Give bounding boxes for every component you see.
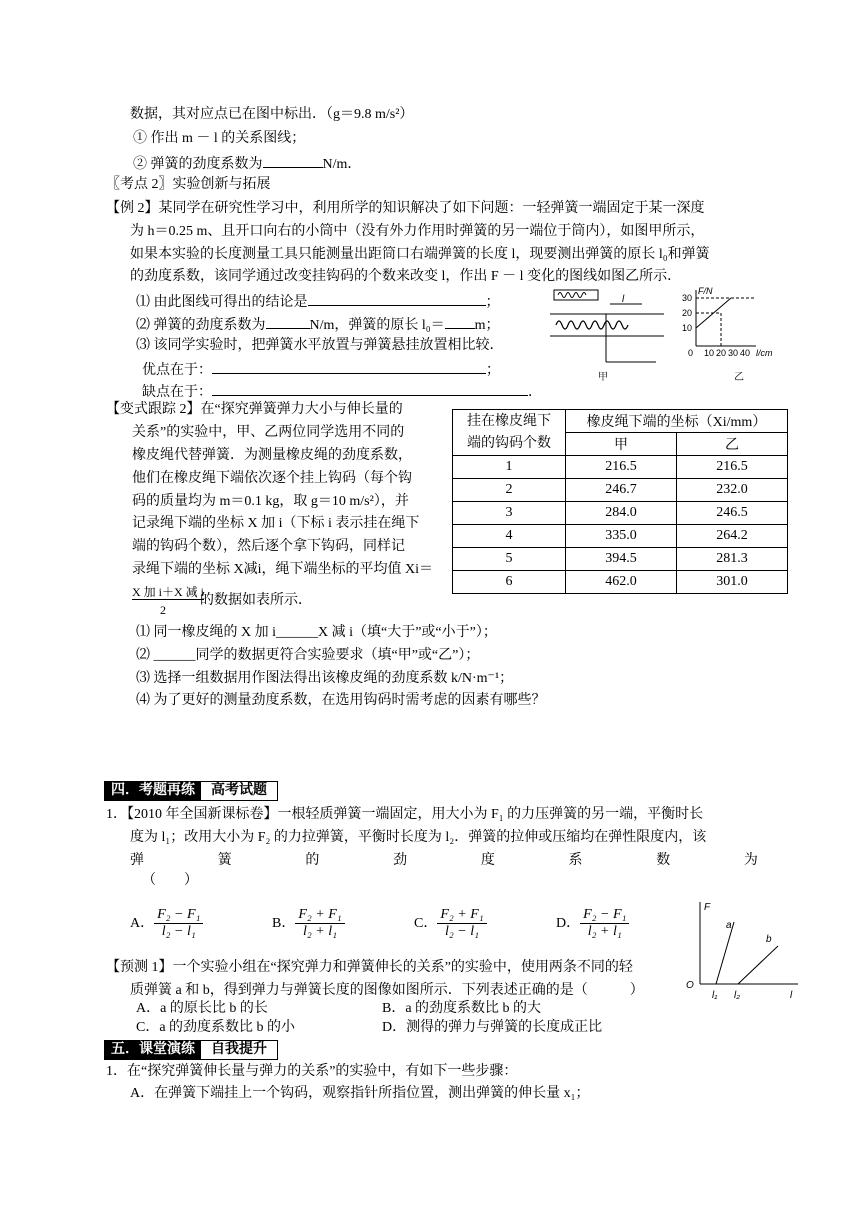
answer-blank[interactable] xyxy=(212,381,528,396)
tick-label: 30 xyxy=(728,348,739,358)
answer-blank[interactable] xyxy=(445,314,475,329)
series-label: b xyxy=(766,934,772,945)
text-line: 【例 2】某同学在研究性学习中，利用所学的知识解决了如下问题：一轻弹簧一端固定于某一深度 xyxy=(106,201,705,216)
section-subtitle: 自我提升 xyxy=(211,1042,267,1057)
table-cell: 5 xyxy=(453,548,566,571)
table-row xyxy=(453,502,788,525)
text-line: 如果本实验的长度测量工具只能测量出距筒口右端弹簧的长度 l，现要测出弹簧的原长 l₀和弹簧 xyxy=(130,247,710,262)
line-a xyxy=(716,922,734,984)
text-line: 的数据如表所示． xyxy=(200,593,312,608)
force-length-graph xyxy=(680,896,804,1004)
text-line: 为 h＝0.25 m、且开口向右的小筒中（没有外力作用时弹簧的另一端位于筒内），如图甲所示， xyxy=(130,224,705,239)
axis-label-l: l xyxy=(790,990,793,1001)
question-line: ⑴ 同一橡皮绳的 X 加 i______X 减 i（填“大于”或“小于”）； xyxy=(136,625,497,640)
tick-label: 20 xyxy=(682,308,693,318)
char: 劲 xyxy=(393,853,408,868)
table-row xyxy=(453,525,788,548)
text-line-justified xyxy=(130,852,758,870)
axis-label-f: F xyxy=(704,902,711,913)
figure-label-yi: 乙 xyxy=(734,372,744,383)
char: 的 xyxy=(305,853,320,868)
table-cell: 3 xyxy=(453,502,566,525)
question-line: ⑴ 由此图线可得出的结论是 ； xyxy=(136,291,500,312)
option-d[interactable]: D．测得的弹力与弹簧的长度成正比 xyxy=(382,1020,603,1035)
tick-label: 40 xyxy=(740,348,751,358)
text-line: 的劲度系数，该同学通过改变挂钩码的个数来改变 l，作出 F － l 变化的图线如图乙所示． xyxy=(130,269,682,284)
tick-label: 0 xyxy=(688,348,694,358)
tick-label: l₂ xyxy=(734,990,741,1001)
answer-paren: （ ） xyxy=(142,873,198,888)
text-line: ② 弹簧的劲度系数为 N/m． xyxy=(133,153,361,174)
answer-blank[interactable] xyxy=(266,314,310,329)
char: 为 xyxy=(743,853,758,868)
section-subtitle: 高考试题 xyxy=(211,783,267,798)
question-line: 优点在于： ； xyxy=(142,359,500,380)
table-cell: 394.5 xyxy=(566,548,677,571)
table-cell: 246.7 xyxy=(566,479,677,502)
answer-blank[interactable] xyxy=(212,359,486,374)
question-line: ⑶ 该同学实验时，把弹簧水平放置与弹簧悬挂放置相比较． xyxy=(136,338,504,353)
table-cell: 6 xyxy=(453,571,566,594)
table-row xyxy=(453,571,788,594)
table-subheader: 甲 xyxy=(566,433,677,456)
table-cell: 1 xyxy=(453,456,566,479)
char: 簧 xyxy=(217,853,232,868)
table-cell: 216.5 xyxy=(566,456,677,479)
series-label: a xyxy=(726,920,732,931)
text-line: 码的质量均为 m＝0.1 kg，取 g＝10 m/s²），并 xyxy=(132,494,409,509)
option-c[interactable]: C．a 的劲度系数比 b 的小 xyxy=(136,1020,296,1035)
table-cell: 335.0 xyxy=(566,525,677,548)
answer-blank[interactable] xyxy=(263,153,323,168)
question-line: ⑵ ______同学的数据更符合实验要求（填“甲”或“乙”）； xyxy=(136,648,480,663)
table-cell: 264.2 xyxy=(677,525,788,548)
axis-label-f: F/N xyxy=(698,286,713,296)
tick-label: 30 xyxy=(682,293,693,303)
table-row xyxy=(453,479,788,502)
text-line: A．在弹簧下端挂上一个钩码，观察指针所指位置，测出弹簧的伸长量 x₁； xyxy=(130,1086,590,1101)
option-a[interactable]: A． $\frac{\text{F₂ − F₁}}{\text{l₂ − l₁}}$ xyxy=(130,904,203,944)
text-line: 他们在橡皮绳下端依次逐个挂上钩码（每个钩 xyxy=(132,471,412,486)
char: 度 xyxy=(480,853,495,868)
text-line: 记录绳下端的坐标 X 加 i（下标 i 表示挂在绳下 xyxy=(132,516,420,531)
table-cell: 2 xyxy=(453,479,566,502)
section-heading: 〖考点 2〗实验创新与拓展 xyxy=(106,177,271,192)
char: 系 xyxy=(568,853,583,868)
table-cell: 281.3 xyxy=(677,548,788,571)
table-cell: 462.0 xyxy=(566,571,677,594)
text-line: 录绳下端的坐标 X减i，绳下端坐标的平均值 Xi＝ xyxy=(132,562,433,577)
text-line: 质弹簧 a 和 b，得到弹力与弹簧长度的图像如图所示．下列表述正确的是（ ） xyxy=(130,983,644,998)
question-line: ⑷ 为了更好的测量劲度系数，在选用钩码时需考虑的因素有哪些？ xyxy=(136,693,546,708)
table-cell: 246.5 xyxy=(677,502,788,525)
question-line: 缺点在于： ． xyxy=(142,381,542,402)
spring-coil xyxy=(556,321,628,329)
axis-label-l: l/cm xyxy=(756,348,773,358)
text-line: 1．在“探究弹簧伸长量与弹力的关系”的实验中，有如下一些步骤： xyxy=(106,1064,518,1079)
section-title: 四．考题再练 xyxy=(105,782,201,800)
table-cell: 4 xyxy=(453,525,566,548)
table-subheader: 乙 xyxy=(677,433,788,456)
text-line: 【预测 1】一个实验小组在“探究弹力和弹簧伸长的关系”的实验中，使用两条不同的轻 xyxy=(106,960,633,975)
text-line: 端的钩码个数），然后逐个拿下钩码，同样记 xyxy=(132,539,405,554)
text-line: ① 作出 m － l 的关系图线； xyxy=(133,131,306,146)
text-line: 数据，其对应点已在图中标出．（g＝9.8 m/s²） xyxy=(130,107,414,122)
figure-label-jia: 甲 xyxy=(598,372,608,383)
spring-figures xyxy=(546,284,806,384)
table-header: 挂在橡皮绳下 端的钩码个数 xyxy=(453,410,566,456)
tick-label: 10 xyxy=(682,323,693,333)
text-line: 橡皮绳代替弹簧．为测量橡皮绳的劲度系数， xyxy=(132,448,412,463)
table-row xyxy=(453,456,788,479)
table-row xyxy=(453,548,788,571)
tick-label: l₁ xyxy=(712,990,718,1001)
option-a[interactable]: A．a 的原长比 b 的长 xyxy=(136,1001,268,1016)
option-b[interactable]: B．a 的劲度系数比 b 的大 xyxy=(382,1001,542,1016)
fraction-denominator: 2 xyxy=(160,603,166,617)
option-c[interactable]: C． $\frac{\text{F₂ + F₁}}{\text{l₂ − l₁}}$ xyxy=(414,904,487,944)
tick-label: 20 xyxy=(716,348,727,358)
text-line: 度为 l₁；改用大小为 F₂ 的力拉弹簧，平衡时长度为 l₂．弹簧的拉伸或压缩均在弹性限度内，该 xyxy=(130,830,707,845)
length-label: l xyxy=(622,294,625,305)
tick-label: 10 xyxy=(704,348,715,358)
table-header: 橡皮绳下端的坐标（Xi/mm） xyxy=(566,410,788,433)
table-cell: 284.0 xyxy=(566,502,677,525)
fraction-numerator: X 加 i＋X 减 i xyxy=(132,585,205,599)
char: 数 xyxy=(656,853,671,868)
text-line: 【变式跟踪 2】在“探究弹簧弹力大小与伸长量的 xyxy=(106,402,403,417)
option-b[interactable]: B． $\frac{\text{F₂ + F₁}}{\text{l₂ + l₁}}$ xyxy=(272,904,345,944)
table-cell: 232.0 xyxy=(677,479,788,502)
section-title: 五．课堂演练 xyxy=(105,1041,201,1059)
text-line: 关系”的实验中，甲、乙两位同学选用不同的 xyxy=(132,425,405,440)
question-line: ⑵ 弹簧的劲度系数为 N/m，弹簧的原长 l₀＝ m； xyxy=(136,314,500,335)
table-cell: 216.5 xyxy=(677,456,788,479)
origin-label: O xyxy=(686,980,694,991)
answer-blank[interactable] xyxy=(308,291,486,306)
spring-coil-small xyxy=(554,290,598,300)
char: 弹 xyxy=(130,853,144,868)
section-header-4 xyxy=(104,781,278,801)
text-line: 1．【2010 年全国新课标卷】一根轻质弹簧一端固定，用大小为 F₁ 的力压弹簧的另一端，平衡时长 xyxy=(106,807,704,822)
section-header-5 xyxy=(104,1040,278,1060)
table-cell: 301.0 xyxy=(677,571,788,594)
line-b xyxy=(738,946,778,984)
question-line: ⑶ 选择一组数据用作图法得出该橡皮绳的劲度系数 k/N·m⁻¹； xyxy=(136,671,514,686)
data-table xyxy=(452,409,788,594)
option-d[interactable]: D． $\frac{\text{F₂ − F₁}}{\text{l₂ + l₁}}$ xyxy=(556,904,629,944)
